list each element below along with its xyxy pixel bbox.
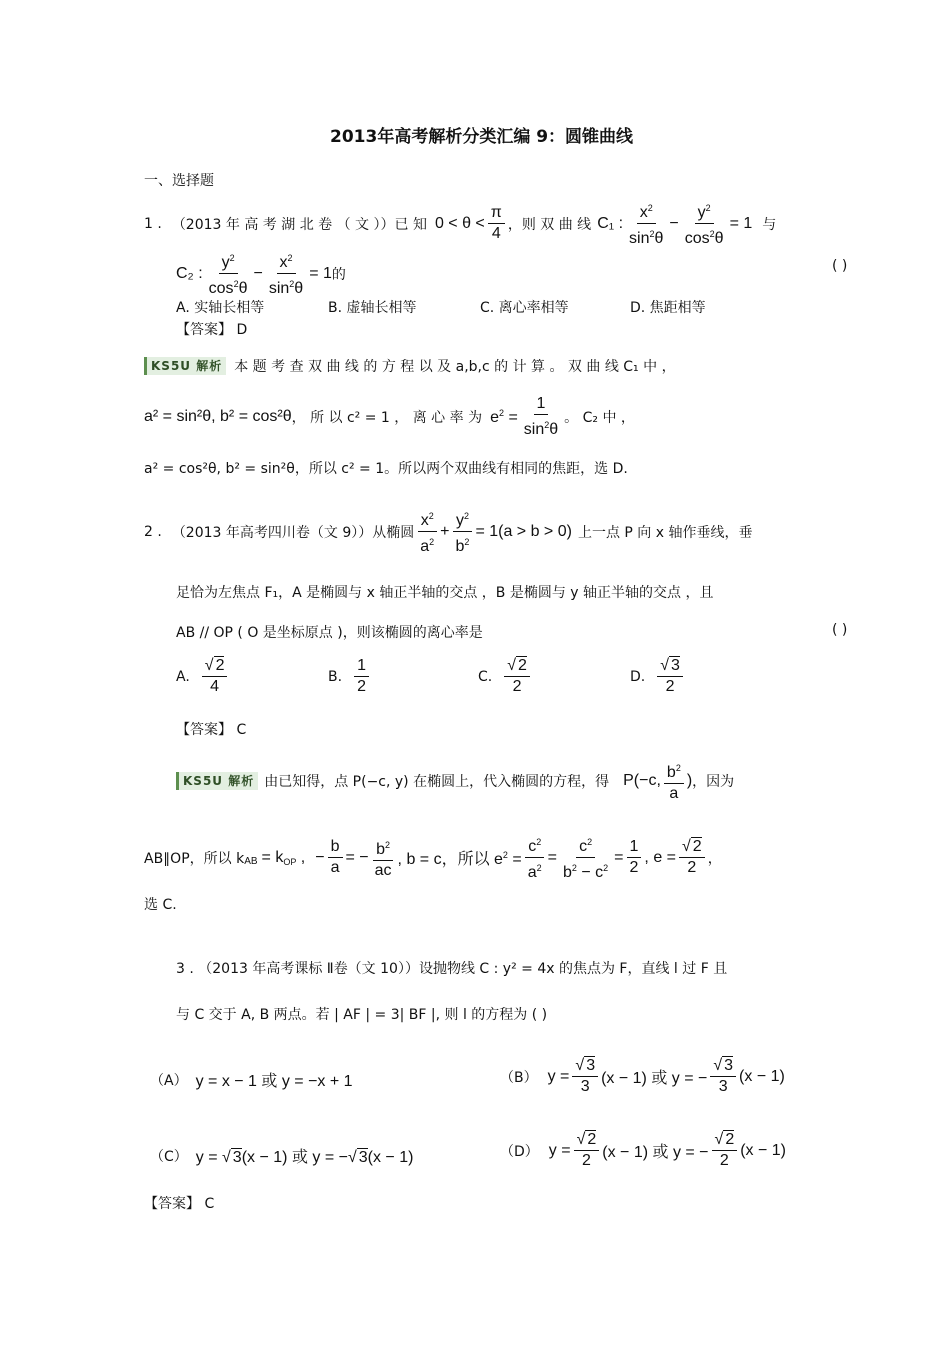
q1-c1-frac1: $\frac{x^2}{\sin^2\theta}$ [626, 198, 666, 249]
ks5u-badge: KS5U 解析 [144, 357, 226, 375]
section-heading: 一、选择题 [144, 173, 214, 189]
q1-option-c: C. 离心率相等 [480, 300, 569, 316]
q1-explanation-line1: KS5U 解析 本 题 考 查 双 曲 线 的 方 程 以 及 a,b,c 的 计 算 。 双 曲 线 C₁ 中 ， [144, 356, 676, 376]
q1-source: （2013 年 高 考 湖 北 卷 （ 文 ））已 知 [171, 216, 427, 233]
q1-answer-blank: ( ) [832, 258, 848, 274]
q2-ellipse-frac2: $\frac{y^2}{b^2}$ [453, 506, 473, 557]
q2-option-b: B. $\frac{1}{2}$ [328, 656, 372, 697]
q1-number: 1 . [144, 215, 162, 232]
q2-option-a: A. $\frac{√ 2}{4}$ [176, 656, 230, 697]
q1-c2-frac2: $\frac{x^2}{\sin^2\theta}$ [266, 248, 306, 299]
q2-line1: 2 . （2013 年高考四川卷（文 9））从椭圆 $\frac{x^2}{a^2}$ + $\frac{y^2}{b^2}$ = 1(a > b > 0) 上一点 P 向 x 轴作垂线，垂 [144, 506, 752, 557]
q1-c2-frac1: $\frac{y^2}{\cos^2\theta}$ [206, 248, 251, 299]
q1-line2: C₂ : $\frac{y^2}{\cos^2\theta}$ − $\frac{x^2}{\sin^2\theta}$ = 1 的 [176, 248, 346, 299]
q2-answer-blank: ( ) [832, 622, 848, 638]
q1-option-d: D. 焦距相等 [630, 300, 706, 316]
q2-answer: 【答案】 C [176, 722, 247, 738]
q3-line1: 3 . （2013 年高考课标 Ⅱ卷（文 10））设抛物线 C : y² = 4x 的焦点为 F，直线 l 过 F 且 [176, 961, 728, 977]
q2-line2: 足恰为左焦点 F₁，A 是椭圆与 x 轴正半轴的交点 ，B 是椭圆与 y 轴正半轴的交点 ，且 [176, 585, 714, 601]
q2-option-c: C. $\frac{√ 2}{2}$ [478, 656, 533, 697]
q2-line3: AB // OP ( O 是坐标原点 )，则该椭圆的离心率是 [176, 625, 483, 641]
q3-option-d: （D） y = $\frac{√ 2}{2}$ (x − 1) 或 y = − $\frac{√ 2}{2}$ (x − 1) [500, 1131, 787, 1169]
q1-explanation-line3: a² = cos²θ, b² = sin²θ，所以 c² = 1。所以两个双曲线有相同的焦距，选 D. [144, 461, 628, 477]
q3-line2: 与 C 交于 A, B 两点。若 | AF | = 3| BF |, 则 l 的方程为 ( ) [176, 1007, 548, 1023]
q1-c1-frac2: $\frac{y^2}{\cos^2\theta}$ [682, 198, 727, 249]
q3-option-c: （C） y = √ 3(x − 1) 或 y = −√ 3(x − 1) [150, 1148, 414, 1166]
q1-option-a: A. 实轴长相等 [176, 300, 265, 316]
q3-answer: 【答案】 C [144, 1196, 215, 1212]
q2-option-d: D. $\frac{√ 3}{2}$ [630, 656, 686, 697]
q2-explanation-line3: 选 C. [144, 897, 177, 913]
q3-option-b: （B） y = $\frac{√ 3}{3}$ (x − 1) 或 y = − $\frac{√ 3}{3}$ (x − 1) [500, 1057, 785, 1095]
q3-option-a: （A） y = x − 1 或 y = −x + 1 [150, 1072, 353, 1090]
q1-explanation-line2: a² = sin²θ, b² = cos²θ ， 所 以 c² = 1 ， 离 心 率 为 $e^2$ = $\frac{1}{\sin^2\theta}$ 。 C₂ 中 ， [144, 395, 635, 438]
q2-ellipse-frac1: $\frac{x^2}{a^2}$ [417, 506, 437, 557]
q1-line1: 1 . （2013 年 高 考 湖 北 卷 （ 文 ））已 知 0 < θ < $\frac{\pi}{4}$ ，则 双 曲 线 C₁ : $\frac{x^2}{\sin^2\theta}$ − $\frac{y^2}{\cos^2\theta}$ = 1 与 [144, 198, 776, 249]
q1-option-b: B. 虚轴长相等 [328, 300, 417, 316]
q2-explanation-line1: KS5U 解析 由已知得，点 P(−c, y) 在椭圆上，代入椭圆的方程，得 P(−c, $\frac{b^2}{a}$ ) ，因为 [176, 758, 734, 804]
q1-eccentricity-fraction: $\frac{1}{\sin^2\theta}$ [523, 395, 559, 438]
q1-pi-fraction: $\frac{\pi}{4}$ [488, 203, 505, 244]
page-title: 2013年高考解析分类汇编 9：圆锥曲线 [330, 127, 634, 147]
q2-explanation-line2: AB∥OP，所以 k AB = $k_{OP}$ , − $\frac{b}{a}$ = − $\frac{b^2}{ac}$ , b = c，所以 $e^2$ = $\frac{c^2}{a^2}$ = $\frac{c^2}{b^2 - c^2}$ = $\frac{1}{2}$ , e = $\frac{√ 2}{2}$ ， [144, 832, 722, 883]
q1-answer: 【答案】 D [176, 322, 248, 338]
